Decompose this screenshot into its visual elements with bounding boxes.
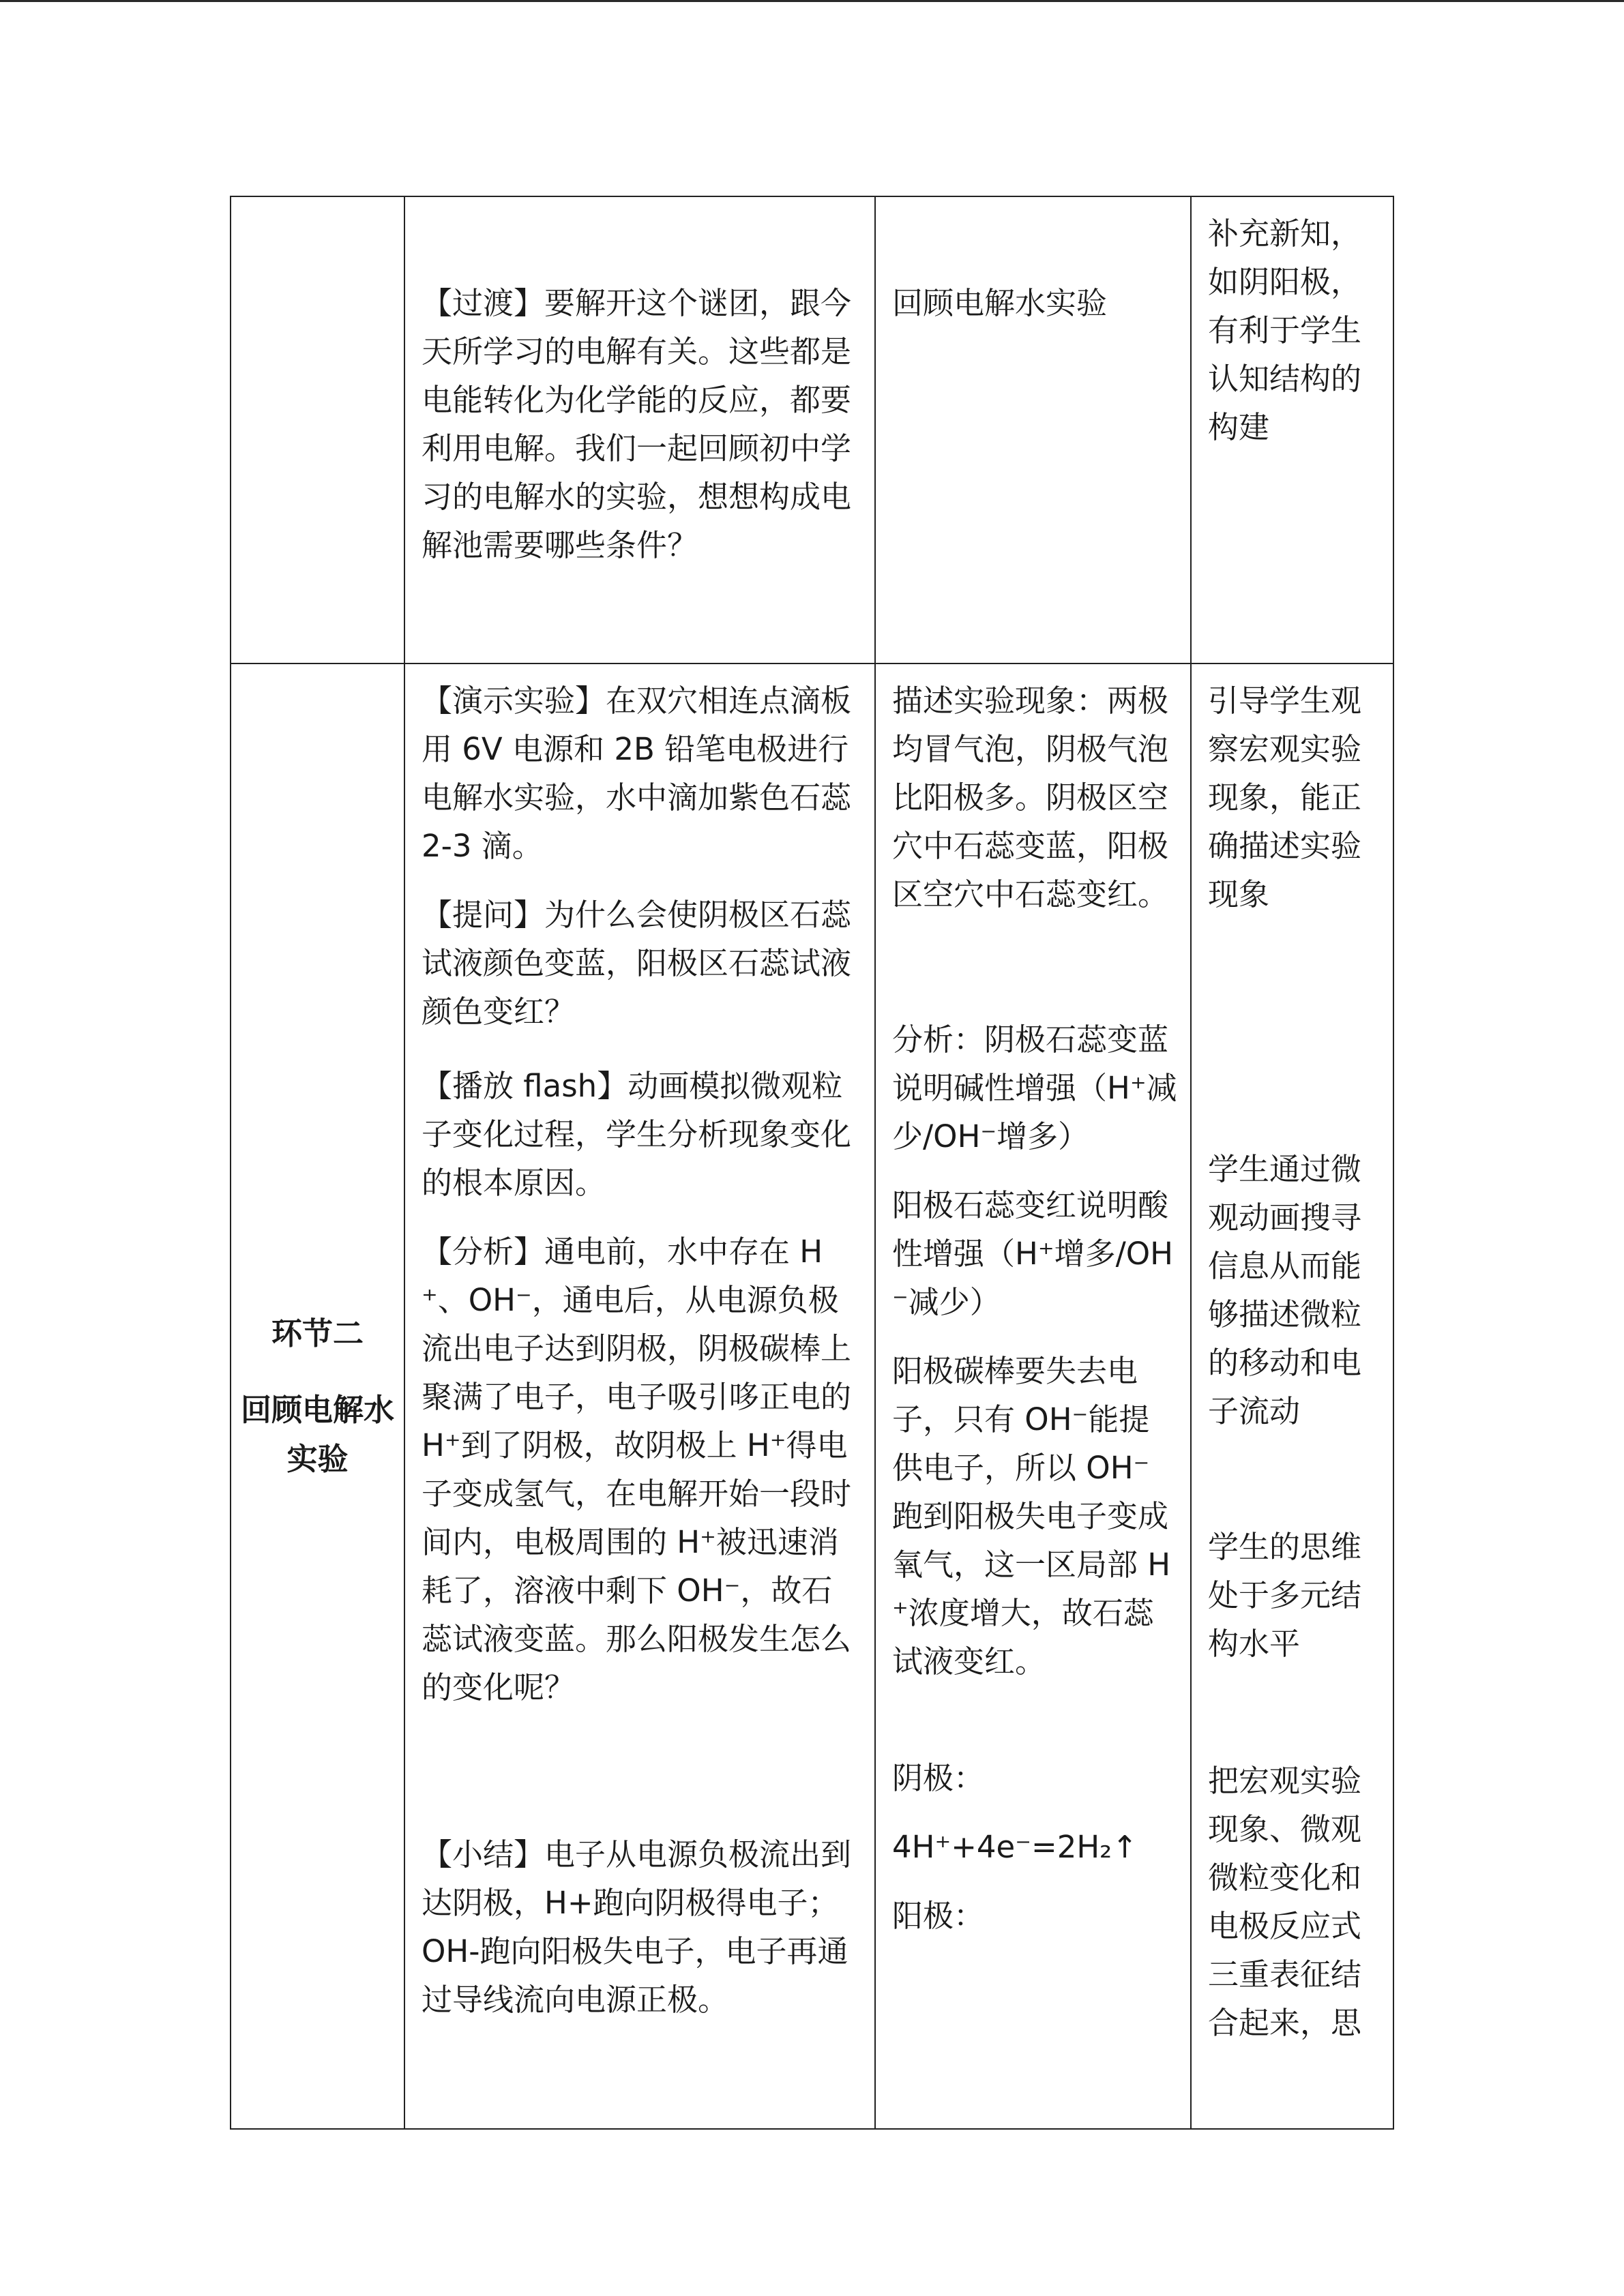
teacher-activity-cell (404, 196, 875, 664)
lesson-plan-table (230, 196, 1394, 2130)
page-top-rule (0, 0, 1624, 2)
demo-experiment-text: 【演示实验】在双穴相连点滴板用 6V 电源和 2B 铅笔电极进行电解水实验，水中滴加紫色石蕊 2-3 滴。 (422, 683, 852, 864)
review-text: 回顾电解水实验 (892, 285, 1108, 321)
cathode-analysis-text: 分析：阴极石蕊变蓝说明碱性增强（H⁺减少/OH⁻增多） (892, 1022, 1177, 1154)
intent-observe: 引导学生观察宏观实验现象，能正确描述实验现象 (1208, 683, 1362, 912)
intent-animation: 学生通过微观动画搜寻信息从而能够描述微粒的移动和电子流动 (1208, 1151, 1362, 1429)
table-row (231, 664, 1393, 2129)
stage-title: 回顾电解水实验 (241, 1391, 395, 1477)
stage-number: 环节二 (271, 1315, 364, 1352)
intent-text: 补充新知，如阴阳极，有利于学生认知结构的构建 (1208, 215, 1362, 445)
anode-label: 阳极： (892, 1898, 985, 1934)
stage-cell-empty (231, 196, 404, 664)
stage-cell (231, 664, 404, 2129)
intent-thinking: 学生的思维处于多元结构水平 (1208, 1529, 1362, 1662)
transition-text: 【过渡】要解开这个谜团，跟今天所学习的电解有关。这些都是电能转化为化学能的反应，都要利用电解。我们一起回顾初中学习的电解水的实验，想想构成电解池需要哪些条件？ (422, 285, 852, 563)
analysis-text: 【分析】通电前，水中存在 H⁺、OH⁻，通电后，从电源负极流出电子达到阴极，阴极碳棒上聚满了电子，电子吸引哆正电的 H⁺到了阴极，故阴极上 H⁺得电子变成氢气，在电解开始一段时间内，电极周围的 H⁺被迅速消耗了，溶液中剩下 OH⁻，故石蕊试液变蓝。那么阳极发生怎么的变化呢？ (422, 1234, 852, 1705)
table-row (231, 196, 1393, 664)
student-activity-cell (875, 196, 1191, 664)
flash-text: 【播放 flash】动画模拟微观粒子变化过程，学生分析现象变化的根本原因。 (422, 1068, 852, 1201)
design-intent-cell (1191, 196, 1393, 664)
summary-text: 【小结】电子从电源负极流出到达阴极，H+跑向阴极得电子；OH-跑向阳极失电子，电子再通过导线流向电源正极。 (422, 1836, 852, 2018)
student-activity-cell (875, 664, 1191, 2129)
cathode-equation: 4H⁺+4e⁻=2H₂↑ (892, 1829, 1138, 1865)
anode-analysis-text: 阳极石蕊变红说明酸性增强（H⁺增多/OH⁻减少） (892, 1187, 1174, 1320)
intent-representation: 把宏观实验现象、微观微粒变化和电极反应式三重表征结合起来，思 (1208, 1763, 1362, 2041)
anode-carbon-text: 阳极碳棒要失去电子，只有 OH⁻能提供电子，所以 OH⁻跑到阳极失电子变成氧气，这一区局部 H⁺浓度增大，故石蕊试液变红。 (892, 1353, 1171, 1680)
design-intent-cell (1191, 664, 1393, 2129)
cathode-label: 阴极： (892, 1760, 985, 1796)
question-text: 【提问】为什么会使阴极区石蕊试液颜色变蓝，阳极区石蕊试液颜色变红？ (422, 897, 852, 1030)
phenomenon-text: 描述实验现象：两极均冒气泡，阴极气泡比阳极多。阴极区空穴中石蕊变蓝，阳极区空穴中石蕊变红。 (892, 683, 1169, 912)
teacher-activity-cell (404, 664, 875, 2129)
